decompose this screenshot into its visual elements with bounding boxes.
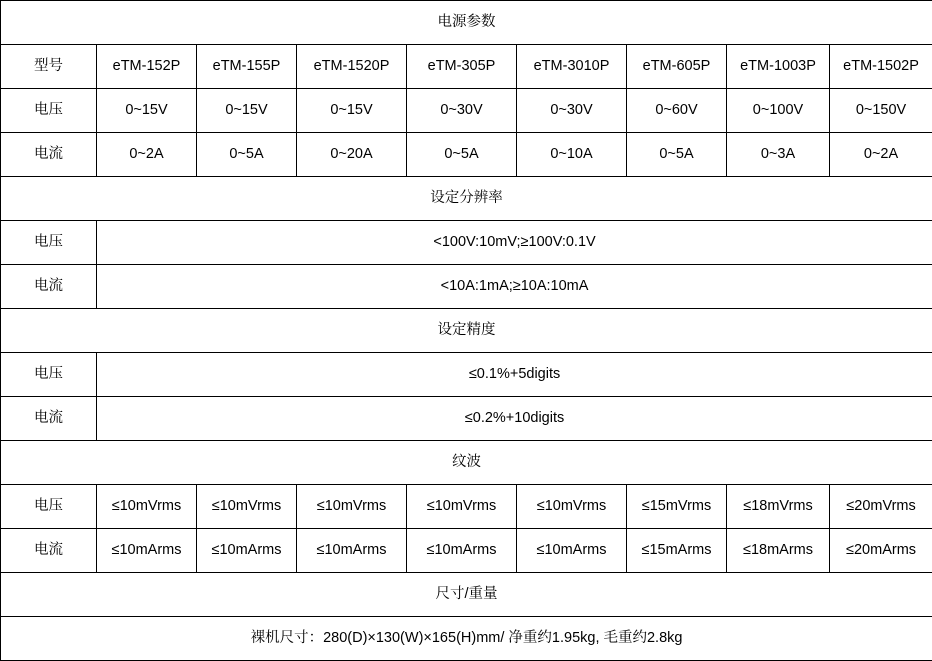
accuracy-current-value: ≤0.2%+10digits xyxy=(97,397,932,441)
ripple-voltage-cell: ≤10mVrms xyxy=(197,485,297,529)
table-row xyxy=(1,265,932,309)
model-cell: eTM-1520P xyxy=(297,45,407,89)
current-range-cell: 0~10A xyxy=(517,133,627,177)
voltage-range-cell: 0~15V xyxy=(97,89,197,133)
model-cell: eTM-605P xyxy=(627,45,727,89)
table-row xyxy=(1,441,932,485)
ripple-voltage-cell: ≤20mVrms xyxy=(830,485,932,529)
ripple-voltage-cell: ≤10mVrms xyxy=(97,485,197,529)
section-resolution: 设定分辨率 xyxy=(1,177,932,221)
table-row xyxy=(1,45,932,89)
table-row xyxy=(1,1,932,45)
table-row xyxy=(1,529,932,573)
table-row xyxy=(1,221,932,265)
ripple-current-cell: ≤10mArms xyxy=(97,529,197,573)
ripple-current-cell: ≤10mArms xyxy=(197,529,297,573)
section-dimension: 尺寸/重量 xyxy=(1,573,932,617)
model-label: 型号 xyxy=(1,45,97,89)
table-row xyxy=(1,133,932,177)
table-row xyxy=(1,309,932,353)
section-ripple: 纹波 xyxy=(1,441,932,485)
accuracy-voltage-label: 电压 xyxy=(1,353,97,397)
table-row xyxy=(1,617,932,661)
table-row xyxy=(1,177,932,221)
current-range-cell: 0~2A xyxy=(97,133,197,177)
model-cell: eTM-152P xyxy=(97,45,197,89)
model-cell: eTM-3010P xyxy=(517,45,627,89)
ripple-voltage-cell: ≤10mVrms xyxy=(517,485,627,529)
current-range-cell: 0~5A xyxy=(407,133,517,177)
model-cell: eTM-1502P xyxy=(830,45,932,89)
table-row xyxy=(1,485,932,529)
ripple-current-label: 电流 xyxy=(1,529,97,573)
resolution-voltage-label: 电压 xyxy=(1,221,97,265)
ripple-current-cell: ≤18mArms xyxy=(727,529,830,573)
ripple-voltage-cell: ≤15mVrms xyxy=(627,485,727,529)
ripple-voltage-cell: ≤10mVrms xyxy=(407,485,517,529)
model-cell: eTM-305P xyxy=(407,45,517,89)
model-cell: eTM-1003P xyxy=(727,45,830,89)
voltage-range-cell: 0~150V xyxy=(830,89,932,133)
table-row xyxy=(1,397,932,441)
ripple-current-cell: ≤10mArms xyxy=(297,529,407,573)
table-row xyxy=(1,353,932,397)
accuracy-voltage-value: ≤0.1%+5digits xyxy=(97,353,932,397)
current-range-cell: 0~5A xyxy=(627,133,727,177)
ripple-current-cell: ≤10mArms xyxy=(407,529,517,573)
section-accuracy: 设定精度 xyxy=(1,309,932,353)
table-row xyxy=(1,89,932,133)
resolution-current-value: <10A:1mA;≥10A:10mA xyxy=(97,265,932,309)
current-range-label: 电流 xyxy=(1,133,97,177)
voltage-range-cell: 0~100V xyxy=(727,89,830,133)
table-row xyxy=(1,573,932,617)
current-range-cell: 0~5A xyxy=(197,133,297,177)
voltage-range-cell: 0~30V xyxy=(517,89,627,133)
ripple-current-cell: ≤20mArms xyxy=(830,529,932,573)
resolution-voltage-value: <100V:10mV;≥100V:0.1V xyxy=(97,221,932,265)
ripple-voltage-cell: ≤18mVrms xyxy=(727,485,830,529)
voltage-range-cell: 0~30V xyxy=(407,89,517,133)
voltage-range-cell: 0~15V xyxy=(197,89,297,133)
dimension-value: 裸机尺寸：280(D)×130(W)×165(H)mm/ 净重约1.95kg, 毛重约2.8kg xyxy=(1,617,932,661)
ripple-voltage-label: 电压 xyxy=(1,485,97,529)
resolution-current-label: 电流 xyxy=(1,265,97,309)
voltage-range-label: 电压 xyxy=(1,89,97,133)
voltage-range-cell: 0~60V xyxy=(627,89,727,133)
ripple-current-cell: ≤10mArms xyxy=(517,529,627,573)
voltage-range-cell: 0~15V xyxy=(297,89,407,133)
current-range-cell: 0~3A xyxy=(727,133,830,177)
accuracy-current-label: 电流 xyxy=(1,397,97,441)
model-cell: eTM-155P xyxy=(197,45,297,89)
table-title: 电源参数 xyxy=(1,1,932,45)
current-range-cell: 0~2A xyxy=(830,133,932,177)
ripple-current-cell: ≤15mArms xyxy=(627,529,727,573)
current-range-cell: 0~20A xyxy=(297,133,407,177)
ripple-voltage-cell: ≤10mVrms xyxy=(297,485,407,529)
